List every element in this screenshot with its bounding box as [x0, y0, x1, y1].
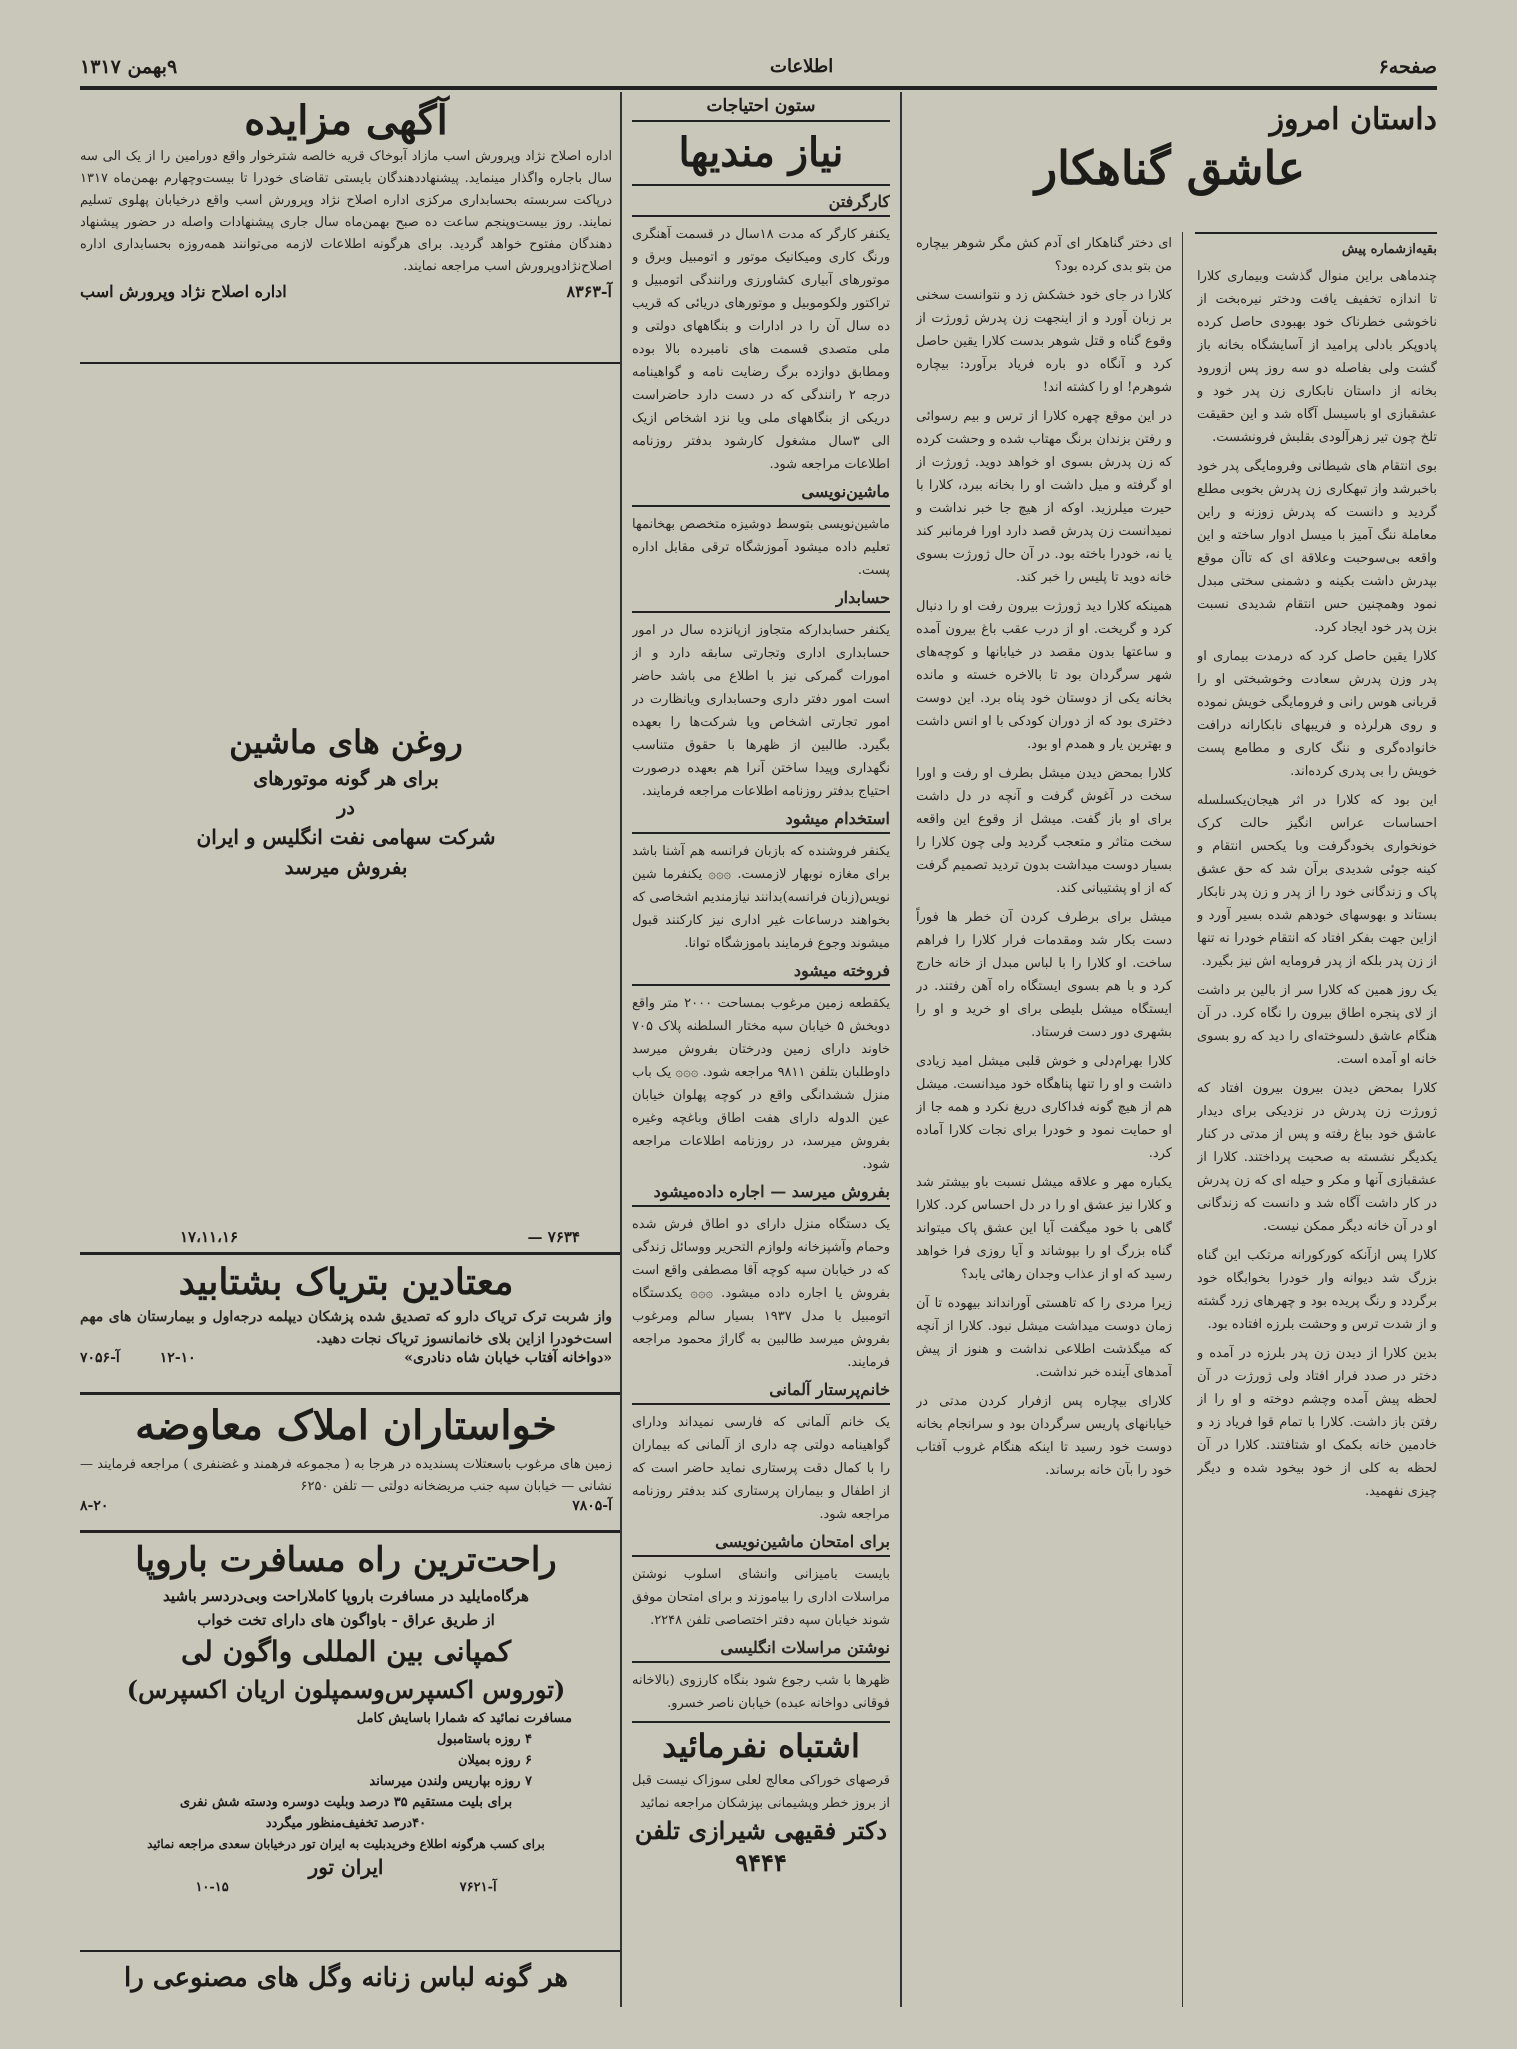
oil-line-1: برای هر گونه موتورهای: [253, 768, 439, 790]
opium-ref-left: ۱۲-۱۰: [159, 1350, 196, 1366]
story-paragraph: ای دختر گناهکار ای آدم کش مگر شوهر بیچاره من بتو بدی کرده بود؟: [916, 236, 1172, 274]
travel-note-1: برای بلیت مستقیم ۳۵ درصد وبلیت دوسره ودسته شش نفری: [179, 1795, 513, 1810]
rule-after-estate: [80, 1530, 620, 1533]
estate-text: زمین های مرغوب باسعتلات پسندیده در هرجا به ( مجموعه فرهمند و غضنفری ) مراجعه فرمایند — نشانی — خیابان سپه جنب مریضخانه دولتی — تلفن ۶۲۵۰: [80, 1457, 612, 1494]
continued-label: بقیه‌ازشماره پیش: [1341, 242, 1437, 257]
story-col2-paragraphs: [916, 232, 1172, 1482]
oil-ad: [80, 720, 612, 882]
estate-title: خواستاران املاک معاوضه: [135, 1402, 557, 1449]
opium-pharmacy: «دواخانه آفتاب خیابان شاه دنادری»: [404, 1350, 612, 1366]
needs-sections: [632, 190, 890, 1715]
travel-footer: [80, 1880, 612, 1895]
needs-section-text: یکنفر حسابدارکه متجاوز ازپانزده سال در امور حسابداری اداری وتجارتی سابقه دارد و از امورات گمرکی نیز با اطلاع می باشد حاضر است امور دفتر داری وحسابداری ویانظارت در امور تجارتی اشخاص ویا شرکت‌ها را بعهده بگیرد. طالبین از ظهرها با حقوق متناسب نگهداری وپیدا ساختن آنرا هم بعهده درصورت احتیاج بدفتر روزنامه اطلاعات مراجعه فرمایند.: [632, 623, 890, 799]
story-paragraph: این بود که کلارا در اثر هیجان‌یکسلسله احساسات عراس انگیز حالت کرک خونخواری بخودگرفت وبا یکحس انتقام و کینه جوئی شدیدی برآن شد که حق عشق پاک و زندگانی خود را از پدر و زن پدر نابکار بستاند و بهوسهای خودهم شده بسیر آورد و ازاین جهت بفکر افتاد که انتقام خودرا نه تنها از زن پدر بلکه از پدر فرومایه اش نیز بگیرد.: [1197, 793, 1437, 969]
travel-line-1: هرگاه‌مایلید در مسافرت باروپا کاملاراحت وبی‌دردسر باشید: [163, 1587, 529, 1605]
story-paragraph: کلارا پس ازآنکه کورکورانه مرتکب این گناه بزرگ شد دیوانه وار خودرا بخوابگاه خود برگردد و رنگ پریده بود و چهرهای زرد گشته و از شدت ترس و وحشت بلرزه افتاده بود.: [1197, 1248, 1437, 1332]
needs-section-text: ماشین‌نویسی بتوسط دوشیزه متخصص بهخانمها تعلیم داده میشود آموزشگاه ترقی مقابل اداره پست.: [632, 517, 890, 578]
needs-section-heading: استخدام میشود: [632, 807, 890, 834]
opium-ad: [80, 1258, 612, 1366]
story-paragraph: کلارا یقین حاصل کرد که درمدت بیماری او پدر وزن پدرش سعادت وخوشبختی او را قربانی هوس رانی و فرومایگی خویش نموده و روی هرلرذه و فریبهای نابکارانه درافت خانواده‌گری و ننگ کاری و مطامع پست خویش را بی پدری کرده‌اند.: [1197, 649, 1437, 779]
story-paragraph: در این موقع چهره کلارا از ترس و بیم رسوائی و رفتن بزندان برنگ مهتاب شده و وحشت کرده که زن پدرش بسوی او خواهد دوید. ژورژت از او گرفته و میل داشت او را بخانه ببرد، کلارا با حیرت میلرزید. اوکه از هیچ جا خبر نداشت و نمیدانست زن پدرش قصد دارد اورا فرمانبر کند یا نه، خودرا باخته بود. در آن حال ژورژت بسوی خانه دوید تا پلیس را خبر کند.: [916, 409, 1172, 585]
story-paragraph: همینکه کلارا دید ژورژت بیرون رفت او را دنبال کرد و گریخت. او از درب عقب باغ بیرون آمده و ساعتها بدون مقصد در خیابانها و کوچه‌های شهر سرگردان بود تا بالاخره خسته و مانده بخانه یکی از دوستان خود پناه برد. این دوست دختری بود که از دوران کودکی با او انس داشت و بهترین یار و همدم او بود.: [916, 599, 1172, 752]
travel-line-2: از طریق عراق - باواگون های دارای تخت خواب: [197, 1611, 495, 1629]
opium-title: معتادین بتریاک بشتابید: [178, 1261, 514, 1303]
auction-title: آگهی مزایده: [244, 97, 448, 144]
oil-title: روغن های ماشین: [229, 723, 463, 761]
story-paragraph: کلارا بمحض دیدن میشل بطرف او رفت و اورا سخت در آغوش گرفت و آنچه در دل داشت برای او باز گفت. میشل از وقوع این واقعه سخت متاثر و متعجب گردید ولی چون کلارا را بسیار دوست میداشت بدون تردید تصمیم گرفت که از او پشتیبانی کند.: [916, 766, 1172, 896]
opium-footer: [80, 1350, 612, 1366]
section-label: داستان امروز: [1269, 102, 1437, 137]
divider-left: [620, 92, 622, 2007]
story-paragraph: چندماهی براین منوال گذشت وبیماری کلارا تا اندازه تخفیف یافت ودختر نیره‌بخت از ناخوشی خطرناک خود بهبودی حاصل کرده پادوپکر بادلی پرامید از آسایشگاه بخانه باز گشت ولی بفاصله دو سه روز پس ازورود بخانه از داستان نابکاری زن پدر خود و عشقبازی او باسیسل آگاه شد و این حقیقت تلخ چون تیر زهرآلودی بقلبش فرونشست.: [1197, 269, 1437, 445]
travel-ref-left: ۱۰-۱۵: [195, 1880, 229, 1895]
estate-ref-left: ۸-۲۰: [80, 1498, 109, 1514]
auction-ad: [80, 96, 612, 301]
page-number: صفحه۶: [1378, 56, 1437, 78]
travel-list-item: ۶ روزه بمیلان: [457, 1753, 532, 1768]
travel-express: (توروس اکسپرس‌وسمپلون اریان اکسپرس): [126, 1675, 566, 1704]
needs-section-text: بایست بامیزانی وانشای اسلوب نوشتن مراسلات اداری را بیاموزند و برای امتحان موفق شوند خیابان سپه دفتر اختصاصی تلفن ۲۲۴۸.: [632, 1567, 890, 1628]
auction-org: اداره اصلاح نژاد وپرورش اسب: [80, 282, 287, 301]
auction-footer: [80, 282, 612, 301]
needs-section-heading: خانم‌پرستار آلمانی: [632, 1378, 890, 1405]
divider-middle: [900, 92, 902, 2007]
oil-ref-right: ۷۶۳۴ —: [527, 1228, 580, 1246]
auction-text: اداره اصلاح نژاد وپرورش اسب مازاد آبوخاک قریه خالصه شترخوار واقع دورامین را از یک الی سه سال باجاره واگذار مینماید. پیشنهاددهندگان بایستی تقاضای خودرا تا بیست‌وچهارم بهمن‌ماه ۱۳۱۷ درپاکت سربسته بحسابداری مرکزی اداره اصلاح نژاد وپرورش اسب واقع درخیابان پهلوی تسلیم نمایند. روز بیست‌وپنجم ساعت ده صبح بهمن‌ماه سال جاری پیشنهادات واصله در حضور پیشنهاد دهندگان مفتوح خواهد گردید. برای هرگونه اطلاعات لازمه می‌توانند همه‌روزه بحسابداری اداره اصلاح‌نژادوپرورش اسب مراجعه نمایند.: [80, 149, 612, 274]
opium-text: واز شربت ترک تریاک دارو که تصدیق شده پزشکان دیپلمه درجه‌اول و بیمارستان های مهم است‌خودرا ازاین بلای خانمانسوز تریاک نجات دهید.: [80, 1309, 612, 1347]
masthead-rule: [80, 86, 1437, 90]
oil-line-4: بفروش میرسد: [284, 855, 408, 879]
rule-after-opium: [80, 1392, 620, 1395]
needs-section-text: یک دستگاه منزل دارای دو اطاق فرش شده وحمام وآشپزخانه ولوازم التحریر ووسائل زندگی که در خیابان سپه کوچه آقا مصطفی واقع است بفروش یا اجاره داده میشود. ۞۞۞ یکدستگاه اتومبیل با مدل ۱۹۳۷ بسیار سالم ومرغوب بفروش میرسد طالبین به گاراژ محمود مراجعه فرمایند.: [632, 1217, 890, 1370]
story-column-2: [916, 232, 1172, 2002]
travel-brand: ایران تور: [308, 1855, 384, 1879]
story-paragraph: کلارای بیچاره پس ازفرار کردن مدتی در خیابانهای پاریس سرگردان بود و سرانجام بخانه دوست خود رسید تا اینکه هنگام غروب آفتاب خود را بآن خانه برساند.: [916, 1394, 1172, 1478]
rule-after-oil: [80, 1252, 620, 1255]
oil-ref-left: ۱۷،۱۱،۱۶: [180, 1228, 239, 1246]
estate-ref-right: آ-۷۸۰۵: [572, 1498, 612, 1514]
newspaper-name: اطلاعات: [770, 56, 834, 77]
oil-footer: [180, 1228, 580, 1246]
travel-list-item: ۴ روزه باستامبول: [436, 1732, 532, 1747]
oil-line-2: در: [337, 797, 355, 819]
story-col1-paragraphs: [1197, 265, 1437, 1503]
needs-section-text: یک خانم آلمانی که فارسی نمیداند ودارای گواهینامه دولتی چه داری از آلمانی که بیماران را با کمال دقت پرستاری نماید حاضر است که از اطفال و بیماران پرستاری کند بدفتر روزنامه مراجعه شود.: [632, 1415, 890, 1522]
oil-line-3: شرکت سهامی نفت انگلیس و ایران: [196, 825, 496, 849]
bottom-ad-line: هر گونه لباس زنانه وگل های مصنوعی را: [123, 1963, 569, 1993]
story-title: عاشق گناهکار: [1034, 141, 1306, 195]
needs-section-heading: کارگرفتن: [632, 190, 890, 217]
travel-company: کمپانی بین المللی واگون لی: [180, 1635, 512, 1668]
needs-section-heading: فروخته میشود: [632, 959, 890, 986]
issue-date: ۹بهمن ۱۳۱۷: [80, 56, 178, 78]
travel-title: راحت‌ترین راه مسافرت باروپا: [135, 1540, 557, 1580]
travel-contact: برای کسب هرگونه اطلاع وخریدبلیت به ایران تور درخیابان سعدی مراجعه نمائید: [147, 1837, 545, 1851]
travel-list: [80, 1708, 612, 1792]
opium-ref-right: آ-۷۰۵۶: [80, 1350, 120, 1366]
story-paragraph: یک روز همین که کلارا سر از بالین بر داشت از لای پنجره اطاق بیرون را نگاه کرد. در آن هنگام عاشق دلسوخته‌ای را دید که رو بسوی خانه او آمده است.: [1197, 983, 1437, 1067]
needs-section-heading: بفروش میرسد — اجاره داده‌میشود: [632, 1180, 890, 1207]
travel-ad: [80, 1536, 612, 1895]
story-paragraph: میشل برای برطرف کردن آن خطر ها فوراً دست بکار شد ومقدمات فرار کلارا را فراهم ساخت. او کلارا را با لباس مبدل از خانه خارج کرد و با هم بسوی ایستگاه راه آهن رفتند. در ایستگاه میشل بلیطی برای او خرید و او را بشهری دور دست فرستاد.: [916, 910, 1172, 1040]
story-continued-rule: [1195, 232, 1437, 234]
story-paragraph: زیرا مردی را که تاهستی آورانداند بیهوده تا آن زمان دوست میداشت میشل نبود. کلارا از آنچه که میگذشت اطلاعی نداشت و هنوز از پیش آمدهای آینده خبر نداشت.: [916, 1296, 1172, 1380]
story-paragraph: کلارا در جای خود خشکش زد و نتوانست سخنی بر زبان آورد و از اینجهت زن پدرش ژورژت از وقوع گناه و قتل شوهر بدست کلارا یقین حاصل کرد و آنگاه دو باره فریاد برآورد: بیچاره شوهرم! او را کشته اند!: [916, 288, 1172, 395]
story-paragraph: بوی انتقام های شیطانی وفرومایگی پدر خود باخبرشد واز تبهکاری زن پدرش بخوبی مطلع گردید و دانست که پدرش زوزنه و راین معاملة ننگ آمیز با میسل ادوار ساخته و این واقعه بی‌سوحبت وعلاقة ای که تاآن موقع بپدرش داشت بکینه و دشمنی سختی مبدل نمود وهمچنین حس انتقام شدیدی نسبت بزن پدر خود ایجاد کرد.: [1197, 459, 1437, 635]
needs-section-text: ظهرها با شب رجوع شود بنگاه کارزوی (بالاخانه فوقانی دواخانه عبده) خیابان ناصر خسرو.: [632, 1673, 890, 1711]
travel-ref-right: آ-۷۶۲۱: [459, 1880, 497, 1895]
travel-note-2: ۴۰درصد تخفیف‌منظور میگردد: [265, 1816, 427, 1831]
rule-after-auction: [80, 362, 620, 364]
doctor-name: دکتر فقیهی شیرازی تلفن ۹۴۴۴: [634, 1816, 888, 1877]
divider-story: [1182, 232, 1183, 2007]
auction-ref: آ-۸۳۶۳: [566, 282, 612, 301]
needs-section-text: یکنفر کارگر که مدت ۱۸سال در قسمت آهنگری ورنگ کاری ومیکانیک موتور و اتومبیل وبرق و موتورهای آبیاری کشاورزی ورانندگی اتومبیل و تراکتور ولکوموبیل و موتورهای دریائی که قریب ده سال آن را در ادارات و بنگاههای دولتی و ملی متصدی قسمت های نامبرده بالا بوده ومطابق دوازده برگ رضایت نامه و گواهینامه درجه ۲ رانندگی که در دست دارد حاضراست دریکی از بنگاههای ملی ویا نزد اشخاص ازیک الی ۳سال مشغول کارشود بدفتر روزنامه اطلاعات مراجعه شود.: [632, 227, 890, 472]
estate-footer: [80, 1498, 612, 1514]
needs-section-text: یکنفر فروشنده که بازبان فرانسه هم آشنا باشد برای مغازه نوبهار لازمست. ۞۞۞ یکنفرما شین نویس(زبان فرانسه)بدانند نیازمندیم اشخاصی که بخواهند درساعات غیر اداری نیز کارکنند قبول میشوند وجوع فرمایند باموزشگاه توانا.: [632, 844, 890, 951]
story-column-1: [1197, 238, 1437, 1998]
mistake-ad: [632, 1721, 890, 1879]
needs-title: نیاز مندیها: [632, 122, 890, 186]
rule-before-bottom: [80, 1950, 620, 1952]
estate-ad: [80, 1398, 612, 1514]
story-header: [903, 100, 1437, 196]
needs-section-heading: برای امتحان ماشین‌نویسی: [632, 1530, 890, 1557]
story-paragraph: یکباره مهر و علاقه میشل نسبت باو بیشتر شد و کلارا نیز عشق او را در دل احساس کرد. کلارا گاهی با خود میگفت آیا این عشق پاک میتواند گناه بزرگ او را بپوشاند و آیا روزی فرا خواهد رسید که او از عذاب وجدان رهائی یابد؟: [916, 1175, 1172, 1282]
needs-column: [632, 96, 890, 2006]
needs-section-text: یکقطعه زمین مرغوب بمساحت ۲۰۰۰ متر واقع دوبخش ۵ خیابان سپه مختار السلطنه پلاک ۷۰۵ خاوند دارای زمین ودرختان بفروش میرسد داوطلبان بتلفن ۹۸۱۱ مراجعه شود. ۞۞۞ یک باب منزل ششدانگی واقع در کوچه پهلوان خیابان عین الدوله دارای هفت اطاق وباغچه وغیره بفروش میرسد، در روزنامه اطلاعات مراجعه شود.: [632, 996, 890, 1172]
story-paragraph: کلارا بهرام‌دلی و خوش قلبی میشل امید زیادی داشت و او را تنها پناهگاه خود میدانست. میشل هم از هیچ گونه فداکاری دریغ نکرد و همه جا از او حمایت نمود و خودرا برای نجات کلارا آماده کرد.: [916, 1054, 1172, 1161]
story-paragraph: بدین کلارا از دیدن زن پدر بلرزه در آمده و دختر در صدد فرار افتاد ولی ژورژت در آن لحظه پیش آمده وچشم دوخته و او را از رفتن باز داشت. کلارا با تمام قوا فریاد زد و خادمین خانه بکمک او شتافتند. کلارا در آن لحظه به کلی از خود بیخود شده و دیگر چیزی نفهمید.: [1197, 1346, 1437, 1499]
needs-section-heading: نوشتن مراسلات انگلیسی: [632, 1636, 890, 1663]
travel-list-item: مسافرت نمائید که شمارا باسایش کامل: [356, 1711, 572, 1726]
mistake-text: قرصهای خوراکی معالج لعلی سوزاک نیست قبل از بروز خطر وپشیمانی بپزشکان مراجعه نمائید: [632, 1773, 890, 1811]
needs-section-heading: حسابدار: [632, 586, 890, 613]
travel-list-item: ۷ روزه بپاریس ولندن میرساند: [369, 1774, 532, 1789]
needs-section-heading: ماشین‌نویسی: [632, 480, 890, 507]
mistake-title: اشتباه نفرمائید: [662, 1727, 860, 1765]
story-paragraph: کلارا بمحض دیدن بیرون بیرون افتاد که ژورژت زن پدرش در نزدیکی برای دیدار عاشق خود بباغ رفته و پس از مدتی در کنار یکدیگر نشسته به صحبت پرداختند. کلارا از عشقبازی آنها و مکر و حیله ای که زن پدرش در کار داشت آگاه شد و دانست که زندگانی او در آن خانه دیگر ممکن نیست.: [1197, 1081, 1437, 1234]
masthead: [80, 56, 1437, 82]
needs-column-label: ستون احتیاجات: [632, 96, 890, 122]
